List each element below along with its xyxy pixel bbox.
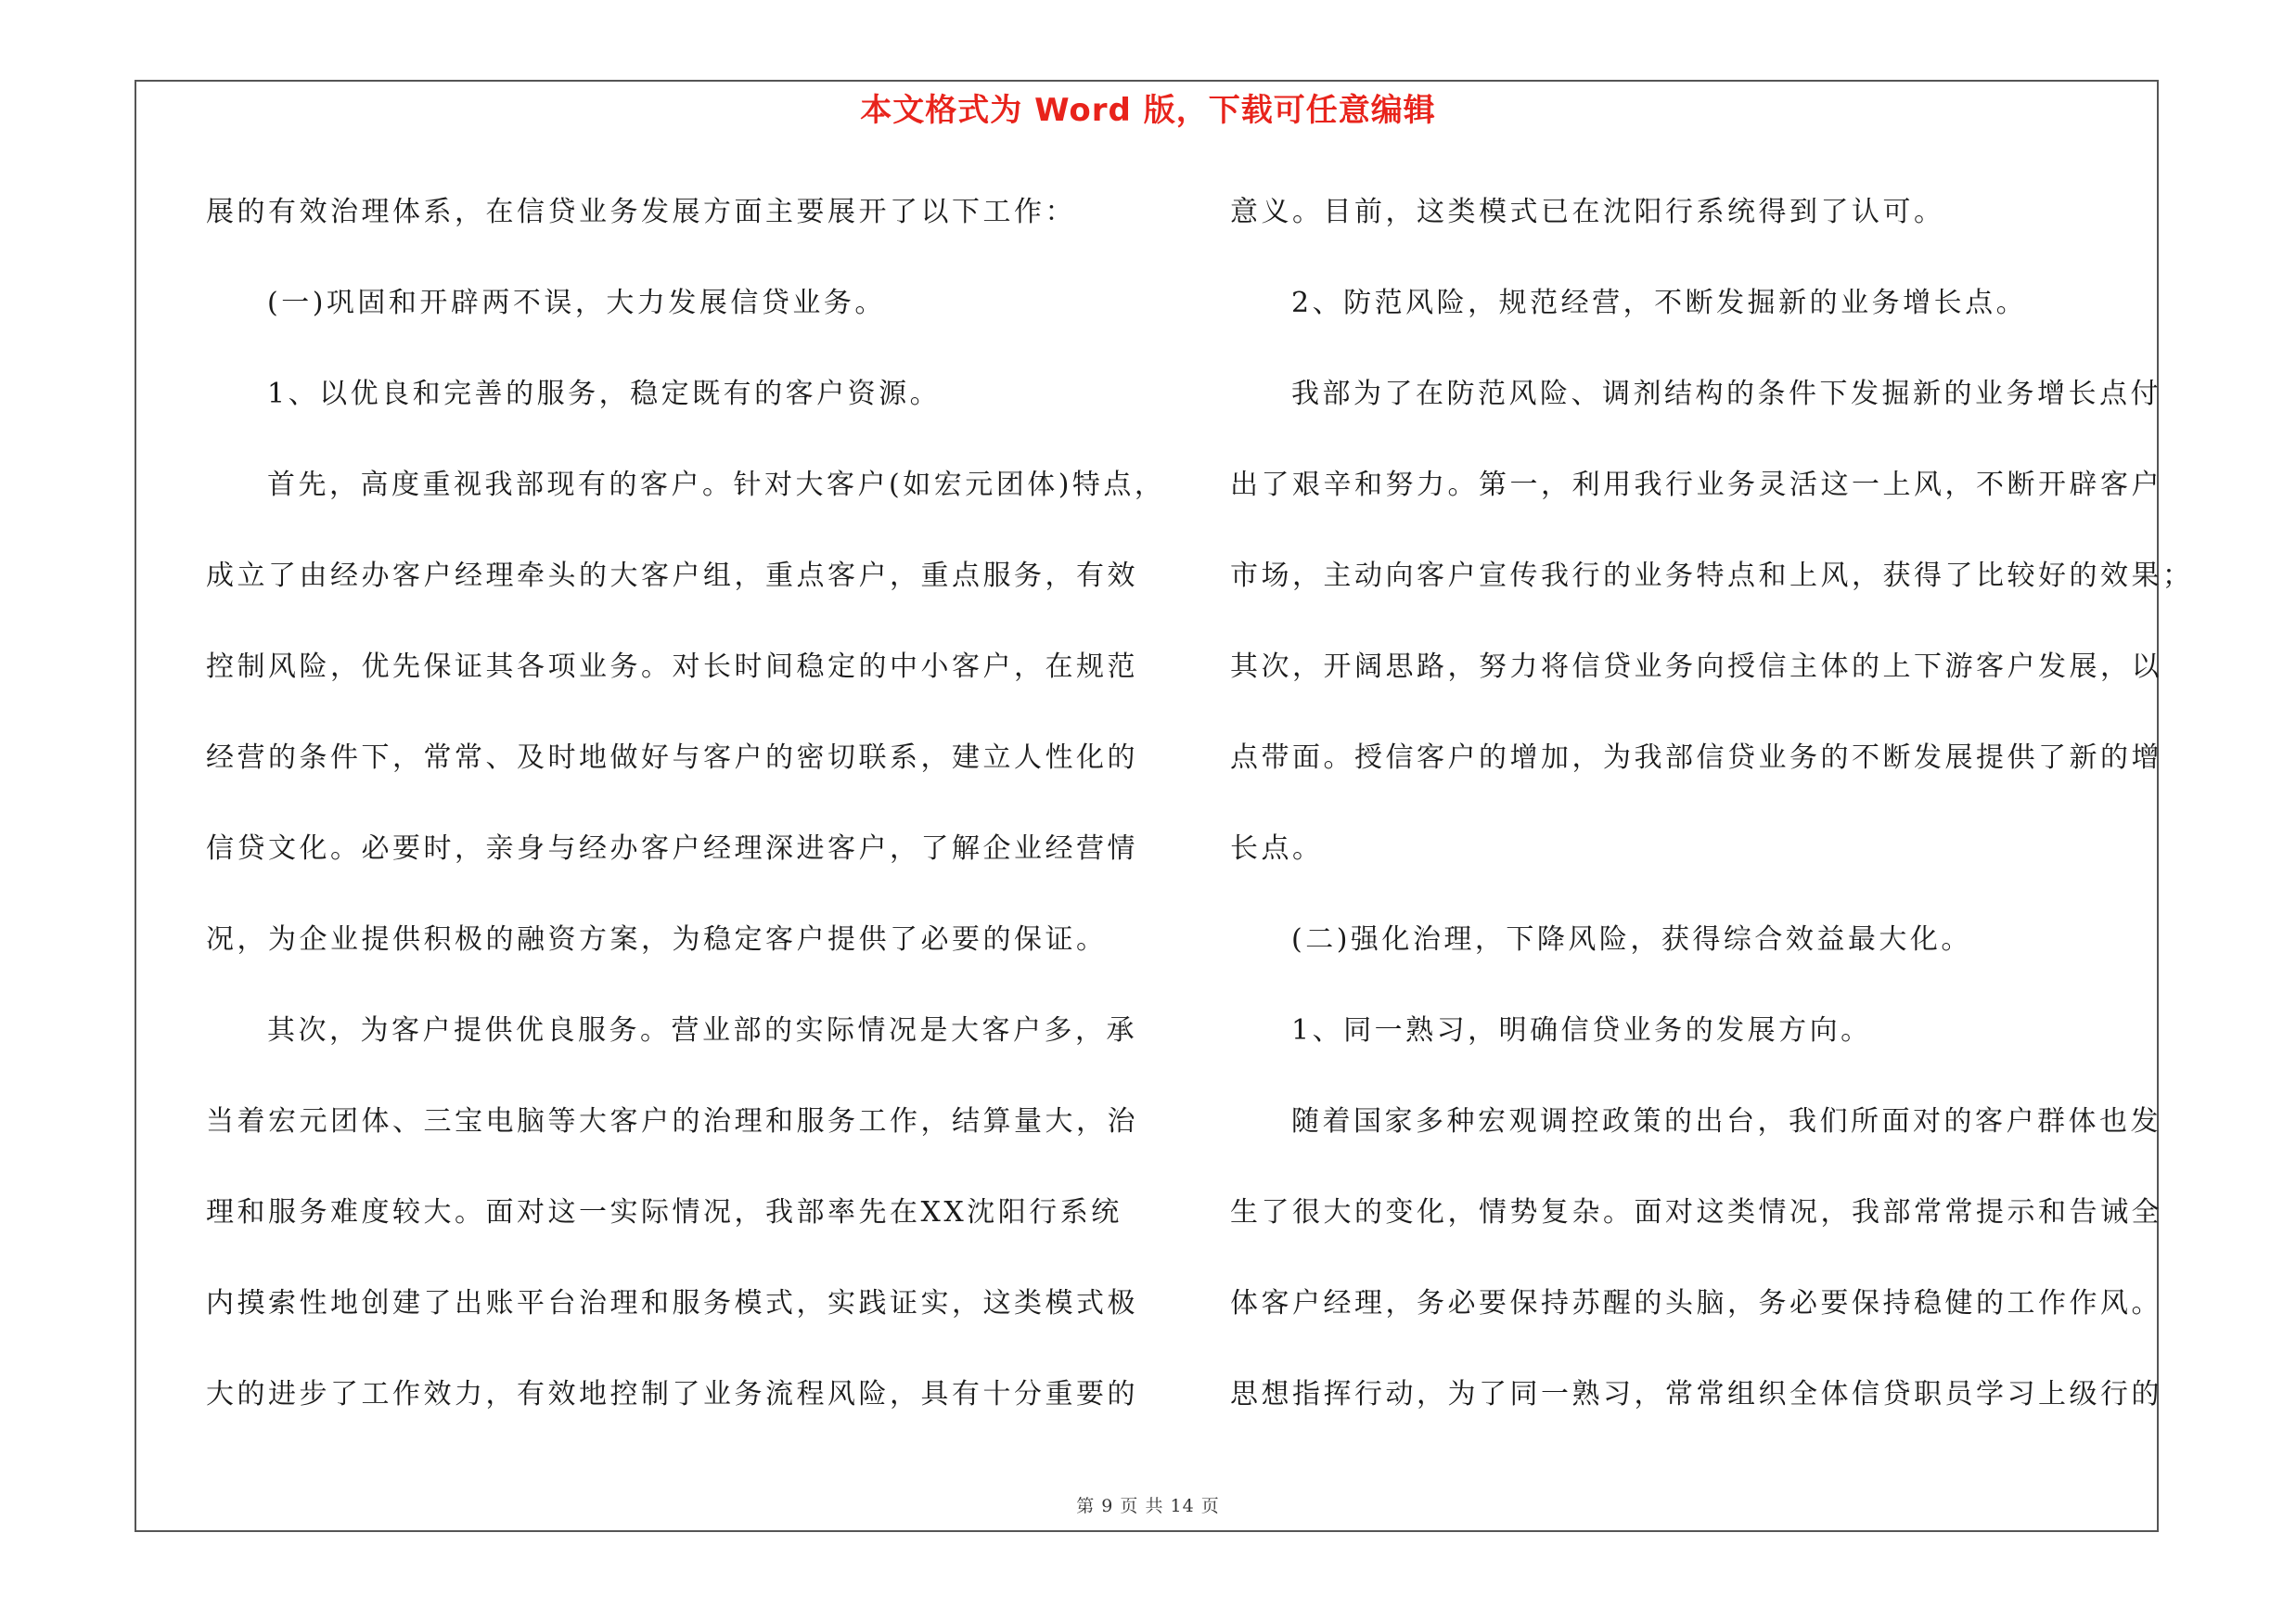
- left-column: [206, 186, 1166, 1459]
- left-line-1: 展的有效治理体系，在信贷业务发展方面主要展开了以下工作：: [206, 196, 1076, 228]
- right-line-13: 体客户经理，务必要保持苏醒的头脑，务必要保持稳健的工作作风。: [1230, 1287, 2162, 1320]
- left-line-14: 大的进步了工作效力，有效地控制了业务流程风险，具有十分重要的: [206, 1378, 1138, 1410]
- left-line-11: 当着宏元团体、三宝电脑等大客户的治理和服务工作，结算量大，治: [206, 1105, 1138, 1138]
- left-line-6: 控制风险，优先保证其各项业务。对长时间稳定的中小客户，在规范: [206, 650, 1138, 683]
- right-line-6: 其次，开阔思路，努力将信贷业务向授信主体的上下游客户发展，以: [1230, 650, 2162, 683]
- right-line-5: 市场，主动向客户宣传我行的业务特点和上风，获得了比较好的效果；: [1230, 560, 2194, 592]
- right-line-12: 生了很大的变化，情势复杂。面对这类情况，我部常常提示和告诫全: [1230, 1196, 2162, 1229]
- right-line-4: 出了艰辛和努力。第一，利用我行业务灵活这一上风，不断开辟客户: [1230, 469, 2162, 501]
- left-line-10: 其次，为客户提供优良服务。营业部的实际情况是大客户多，承: [267, 1014, 1137, 1047]
- right-line-1: 意义。目前，这类模式已在沈阳行系统得到了认可。: [1230, 196, 1945, 228]
- left-line-5: 成立了由经办客户经理牵头的大客户组，重点客户，重点服务，有效: [206, 560, 1138, 592]
- right-line-9: (二)强化治理，下降风险，获得综合效益最大化。: [1291, 923, 1972, 956]
- left-line-12: 理和服务难度较大。面对这一实际情况，我部率先在XX沈阳行系统: [206, 1196, 1122, 1229]
- right-line-10: 1、同一熟习，明确信贷业务的发展方向。: [1291, 1014, 1872, 1047]
- left-line-4: 首先，高度重视我部现有的客户。针对大客户(如宏元团体)特点，: [267, 469, 1166, 501]
- left-line-9: 况，为企业提供积极的融资方案，为稳定客户提供了必要的保证。: [206, 923, 1108, 956]
- right-line-3: 我部为了在防范风险、调剂结构的条件下发掘新的业务增长点付: [1291, 378, 2161, 410]
- left-line-3: 1、以优良和完善的服务，稳定既有的客户资源。: [267, 378, 942, 410]
- right-line-11: 随着国家多种宏观调控政策的出台，我们所面对的客户群体也发: [1291, 1105, 2161, 1138]
- left-line-2: (一)巩固和开辟两不误，大力发展信贷业务。: [267, 287, 886, 319]
- right-line-7: 点带面。授信客户的增加，为我部信贷业务的不断发展提供了新的增: [1230, 741, 2162, 774]
- left-line-7: 经营的条件下，常常、及时地做好与客户的密切联系，建立人性化的: [206, 741, 1138, 774]
- right-column: [1230, 186, 2194, 1459]
- page-number: 第 9 页 共 14 页: [1076, 1496, 1220, 1516]
- right-line-8: 长点。: [1230, 832, 1324, 865]
- left-line-8: 信贷文化。必要时，亲身与经办客户经理深进客户，了解企业经营情: [206, 832, 1138, 865]
- right-line-14: 思想指挥行动，为了同一熟习，常常组织全体信贷职员学习上级行的: [1230, 1378, 2162, 1410]
- header-banner: 本文格式为 Word 版，下载可任意编辑: [860, 92, 1436, 129]
- right-line-2: 2、防范风险，规范经营，不断发掘新的业务增长点。: [1291, 287, 2028, 319]
- left-line-13: 内摸索性地创建了出账平台治理和服务模式，实践证实，这类模式极: [206, 1287, 1138, 1320]
